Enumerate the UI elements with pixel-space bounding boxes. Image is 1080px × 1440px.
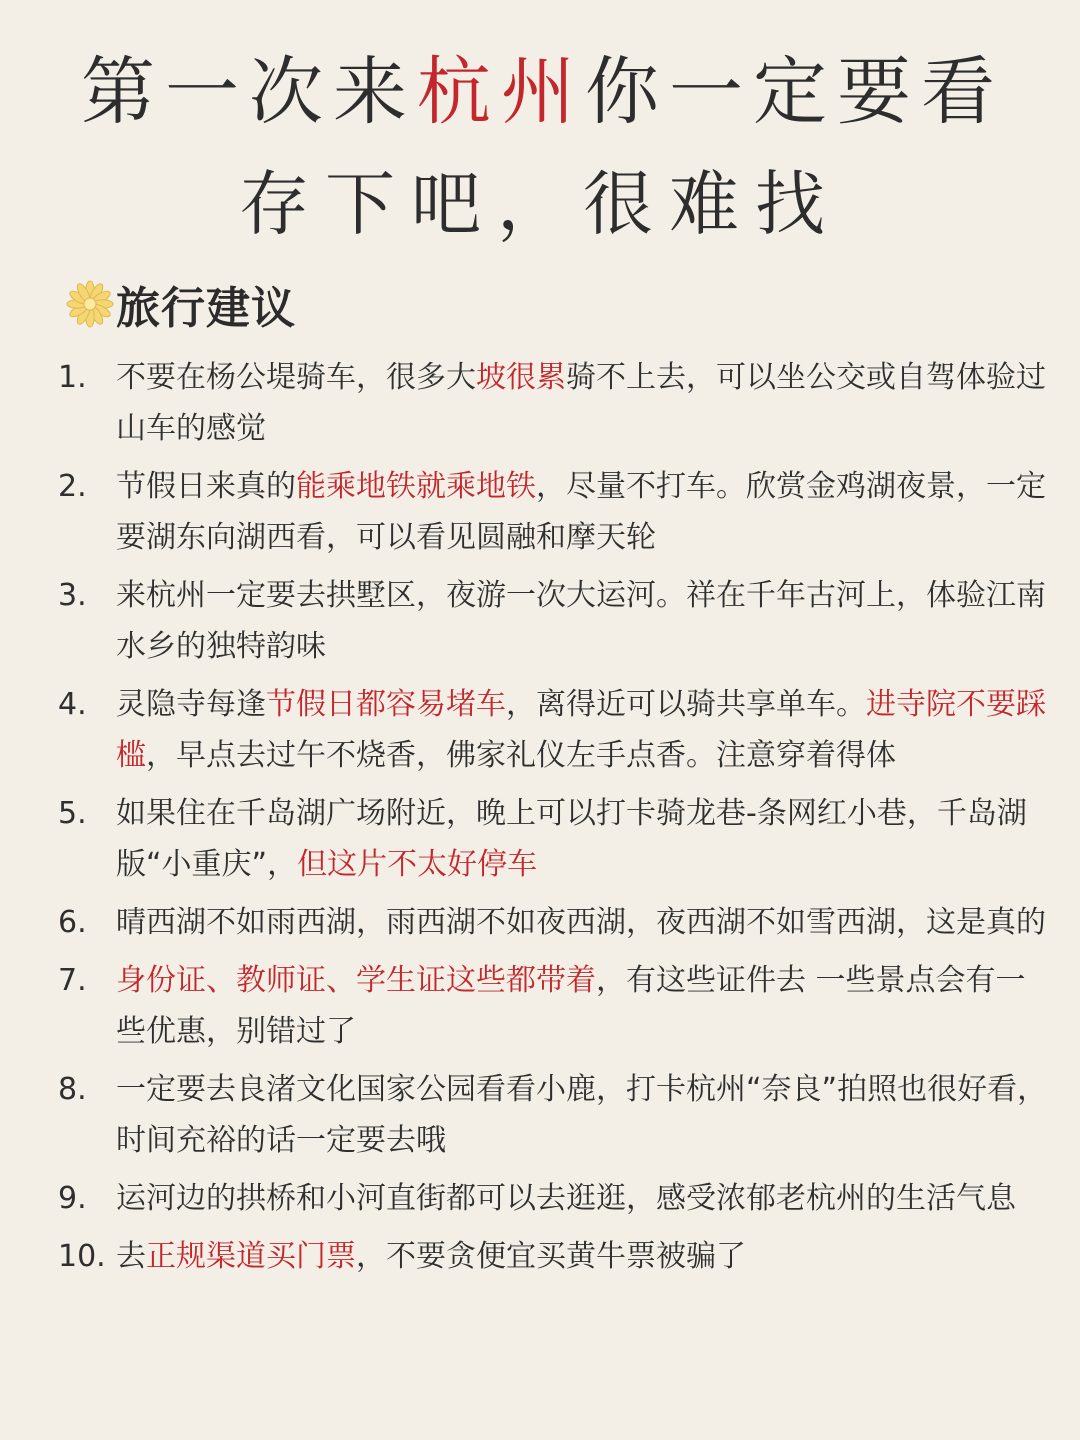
- tip-item: [58, 352, 1048, 454]
- tip-highlight: 正规渠道买门票: [146, 1239, 356, 1274]
- tip-segment: 去: [116, 1239, 146, 1274]
- tip-number: 6.: [58, 905, 87, 940]
- tip-item: [58, 679, 1048, 781]
- tip-item: [58, 955, 1048, 1057]
- tip-item: [58, 1231, 1048, 1282]
- tip-text: [116, 1173, 1048, 1224]
- tip-text: [116, 352, 1048, 454]
- tip-segment: ，离得近可以骑共享单车。: [506, 687, 866, 722]
- tip-highlight: 进寺院不要踩槛: [116, 687, 1046, 773]
- tip-segment: 如果住在千岛湖广场附近，晚上可以打卡骑龙巷-条网红小巷，千岛湖版“小重庆”，: [116, 796, 1027, 882]
- tip-item: [58, 897, 1048, 948]
- title-text-end: 你一定要看: [585, 49, 1005, 135]
- tip-segment: 来杭州一定要去拱墅区，夜游一次大运河。祥在千年古河上，体验江南水乡的独特韵味: [116, 578, 1046, 664]
- tip-text: [116, 955, 1048, 1057]
- tip-item: [58, 461, 1048, 563]
- tip-segment: 节假日来真的: [116, 469, 296, 504]
- title-line-1: [6, 36, 1080, 148]
- flower-icon: [66, 280, 114, 328]
- title-line-2: 存下吧，很难找: [239, 163, 841, 245]
- tip-text: [116, 1064, 1048, 1166]
- tip-text: [116, 461, 1048, 563]
- page-title: [0, 36, 1080, 260]
- tip-number: 7.: [58, 963, 87, 998]
- tip-number: 9.: [58, 1181, 87, 1216]
- tip-highlight: 身份证、教师证、学生证这些都带着: [116, 963, 596, 998]
- tips-list: [58, 352, 1048, 1289]
- tip-segment: 一定要去良渚文化国家公园看看小鹿，打卡杭州“奈良”拍照也很好看，时间充裕的话一定要去哦: [116, 1072, 1048, 1158]
- tip-item: [58, 788, 1048, 890]
- tip-number: 10.: [58, 1239, 106, 1274]
- tip-number: 8.: [58, 1072, 87, 1107]
- tip-item: [58, 570, 1048, 672]
- tip-text: [116, 570, 1048, 672]
- flower-center: [84, 298, 96, 310]
- tip-segment: 灵隐寺每逢: [116, 687, 266, 722]
- section-title: 旅行建议: [116, 283, 296, 334]
- tip-number: 3.: [58, 578, 87, 613]
- tip-text: [116, 679, 1048, 781]
- tip-segment: ，尽量不打车。欣赏金鸡湖夜景，一定要湖东向湖西看，可以看见圆融和摩天轮: [116, 469, 1046, 555]
- tip-item: [58, 1064, 1048, 1166]
- tip-highlight: 能乘地铁就乘地铁: [296, 469, 536, 504]
- tip-segment: 骑不上去，可以坐公交或自驾体验过山车的感觉: [116, 360, 1046, 446]
- title-city-accent: 杭州: [417, 49, 585, 135]
- tip-number: 1.: [58, 360, 87, 395]
- tip-number: 4.: [58, 687, 87, 722]
- tip-highlight: 节假日都容易堵车: [266, 687, 506, 722]
- tip-text: [116, 1231, 1048, 1282]
- tip-number: 2.: [58, 469, 87, 504]
- section-header: [66, 276, 296, 332]
- tip-segment: 不要在杨公堤骑车，很多大: [116, 360, 476, 395]
- tip-text: [116, 788, 1048, 890]
- tip-segment: ，早点去过午不烧香，佛家礼仪左手点香。注意穿着得体: [146, 738, 896, 773]
- tip-segment: ，有这些证件去 一些景点会有一些优惠，别错过了: [116, 963, 1026, 1049]
- tip-segment: ，不要贪便宜买黄牛票被骗了: [356, 1239, 746, 1274]
- tip-segment: 运河边的拱桥和小河直街都可以去逛逛，感受浓郁老杭州的生活气息: [116, 1181, 1016, 1216]
- tip-highlight: 但这片不太好停车: [297, 847, 538, 882]
- tip-item: [58, 1173, 1048, 1224]
- tip-segment: 晴西湖不如雨西湖，雨西湖不如夜西湖，夜西湖不如雪西湖，这是真的: [116, 905, 1046, 940]
- title-text-start: 第一次来: [81, 49, 417, 135]
- tip-number: 5.: [58, 796, 87, 831]
- tip-highlight: 坡很累: [476, 360, 566, 395]
- tip-text: [116, 897, 1048, 948]
